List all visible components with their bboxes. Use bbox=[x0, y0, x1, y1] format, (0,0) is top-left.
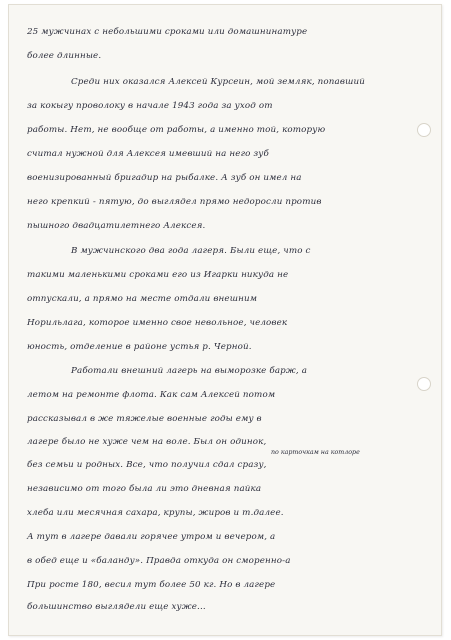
text-line: отпускали, а прямо на месте отдали внешним bbox=[27, 294, 258, 304]
text-line: Среди них оказался Алексей Курсеин, мой земляк, попавший bbox=[71, 77, 365, 87]
text-line: в обед еще и «баланду». Правда откуда он сморенно-а bbox=[27, 556, 291, 566]
manuscript-page bbox=[8, 4, 442, 636]
text-line: В мужчинского два года лагеря. Были еще, что с bbox=[71, 246, 311, 256]
text-line: Норильлага, которое именно свое невольное, человек bbox=[27, 318, 288, 328]
text-line: летом на ремонте флота. Как сам Алексей потом bbox=[27, 390, 276, 400]
text-line: юность, отделение в районе устья р. Черной. bbox=[27, 342, 252, 352]
text-line: При росте 180, весил тут более 50 кг. Но в лагере bbox=[27, 580, 276, 590]
text-line: рассказывал в же тяжелые военные годы ему в bbox=[27, 414, 262, 424]
text-line: за кокыгу проволоку в начале 1943 года за уход от bbox=[27, 101, 273, 111]
interlinear-insertion: по карточкам на котлоре bbox=[271, 449, 360, 456]
punch-hole-bottom bbox=[417, 377, 431, 391]
text-line: считал нужной для Алексея имевший на него зуб bbox=[27, 149, 269, 159]
text-line: без семьи и родных. Все, что получил сдал сразу, bbox=[27, 460, 267, 470]
text-line: независимо от того была ли это дневная пайка bbox=[27, 484, 262, 494]
text-line: А тут в лагере давали горячее утром и вечером, а bbox=[27, 532, 276, 542]
text-line: Работали внешний лагерь на выморозке барж, а bbox=[71, 366, 308, 376]
text-line: 25 мужчинах с небольшими сроками или домашнинатуре bbox=[27, 27, 308, 37]
text-line: пышного двадцатилетнего Алексея. bbox=[27, 221, 206, 231]
text-line: лагере было не хуже чем на воле. Был он одинок, bbox=[27, 437, 267, 447]
text-line: хлеба или месячная сахара, крупы, жиров и т.далее. bbox=[27, 508, 284, 518]
punch-hole-top bbox=[417, 123, 431, 137]
text-line: такими маленькими сроками его из Игарки никуда не bbox=[27, 270, 289, 280]
text-line: военизированный бригадир на рыбалке. А зуб он имел на bbox=[27, 173, 302, 183]
bleed-through-text bbox=[159, 7, 389, 23]
text-line: него крепкий - пятую, до выглядел прямо недоросли против bbox=[27, 197, 322, 207]
text-line: работы. Нет, не вообще от работы, а именно той, которую bbox=[27, 125, 326, 135]
text-line: большинство выглядели еще хуже... bbox=[27, 602, 206, 612]
text-line: более длинные. bbox=[27, 51, 102, 61]
